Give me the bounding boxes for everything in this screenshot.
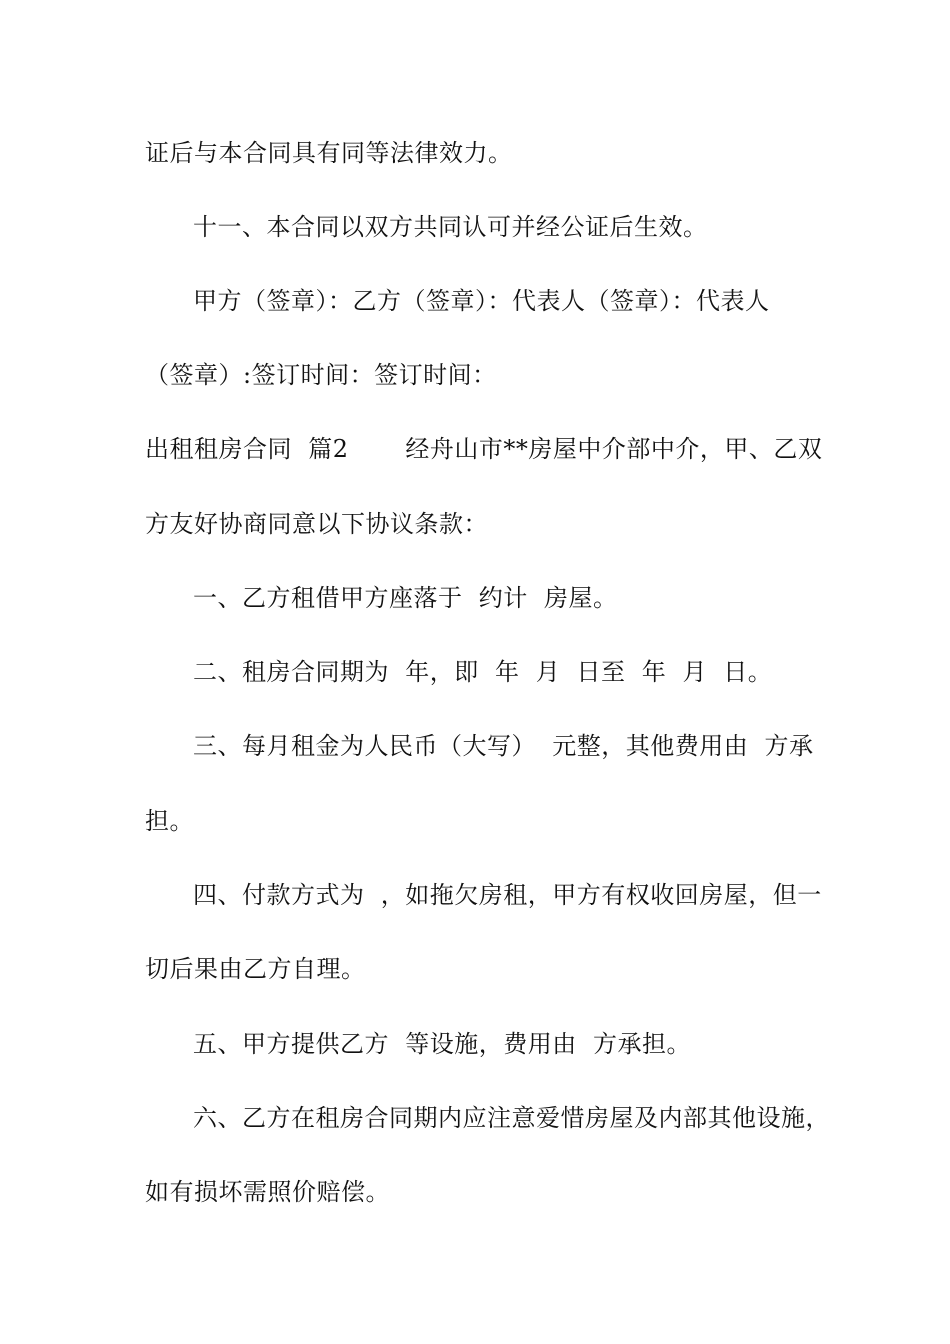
text-line-9: 三、每月租金为人民币（大写） 元整，其他费用由 方承 (193, 732, 814, 760)
text-line-11: 四、付款方式为 ，如拖欠房租，甲方有权收回房屋，但一 (193, 881, 822, 909)
text-line-4: （签章）:签订时间：签订时间： (145, 361, 497, 389)
text-line-8: 二、租房合同期为 年，即 年 月 日至 年 月 日。 (193, 658, 773, 686)
text-line-6: 方友好协商同意以下协议条款： (145, 510, 488, 538)
text-line-14: 六、乙方在租房合同期内应注意爱惜房屋及内部其他设施， (193, 1104, 830, 1132)
text-line-15: 如有损坏需照价赔偿。 (145, 1178, 390, 1206)
text-line-7: 一、乙方租借甲方座落于 约计 房屋。 (193, 584, 618, 612)
text-line-12: 切后果由乙方自理。 (145, 955, 366, 983)
text-line-3: 甲方（签章）：乙方（签章）：代表人（签章）：代表人 (193, 287, 770, 315)
text-line-1: 证后与本合同具有同等法律效力。 (145, 139, 513, 167)
text-line-5: 出租租房合同 篇2 经舟山市**房屋中介部中介，甲、乙双 (145, 435, 823, 463)
text-line-2: 十一、本合同以双方共同认可并经公证后生效。 (193, 213, 708, 241)
text-line-13: 五、甲方提供乙方 等设施，费用由 方承担。 (193, 1030, 692, 1058)
text-line-10: 担。 (145, 807, 194, 835)
